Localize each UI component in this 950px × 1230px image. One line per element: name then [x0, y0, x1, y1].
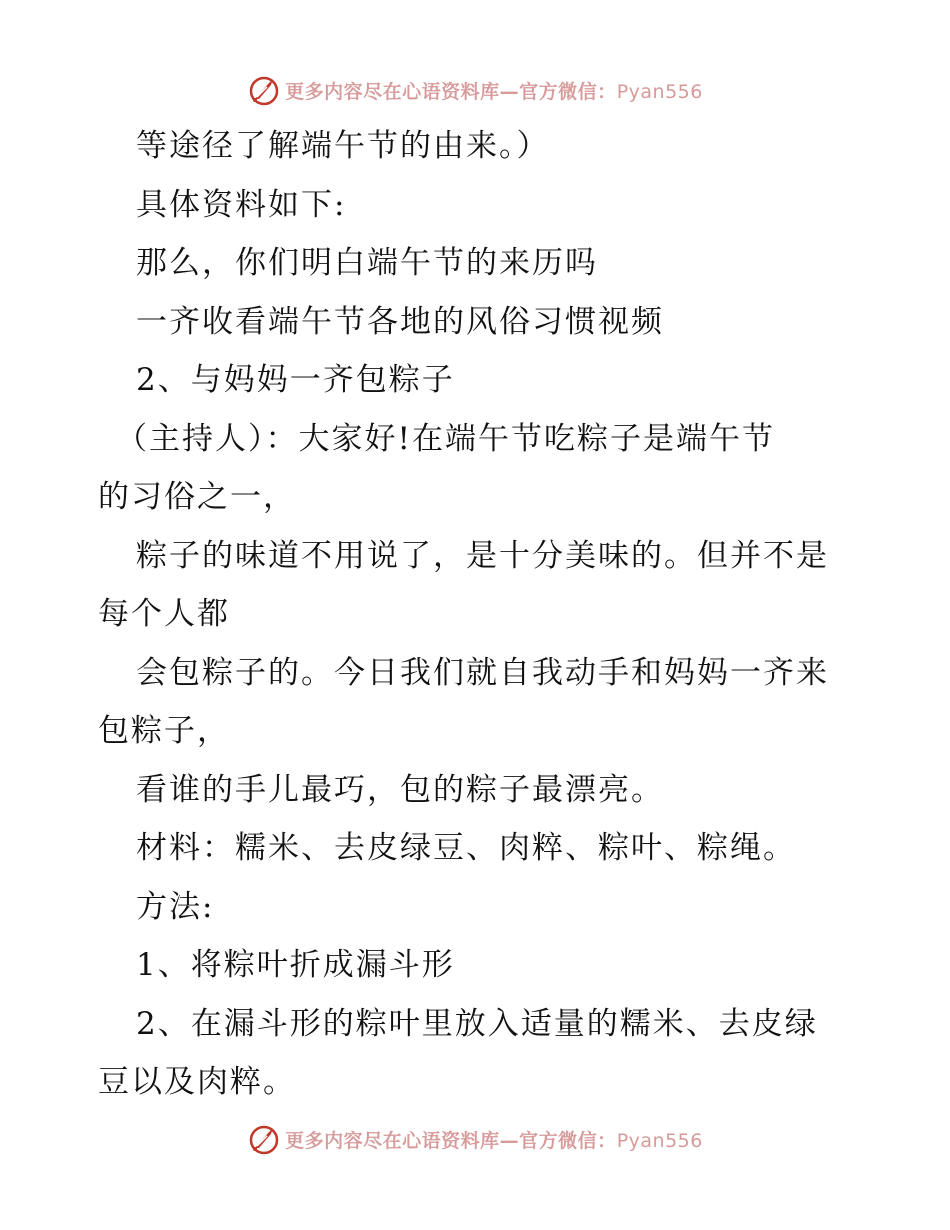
body-line-4: 一齐收看端午节各地的风俗习惯视频 — [136, 303, 664, 340]
banner-wechat-id: Pyan556 — [616, 80, 703, 103]
banner-wechat-label: 官方微信： — [519, 80, 617, 103]
quill-pen-logo-icon — [247, 73, 281, 107]
banner-brand: 更多内容尽在心语资料库 — [285, 80, 500, 103]
body-line-9: 每个人都 — [98, 596, 230, 632]
header-banner — [0, 70, 950, 110]
quill-pen-logo-icon — [247, 1122, 281, 1156]
banner-separator: — — [499, 1129, 520, 1152]
banner-wechat-id: Pyan556 — [616, 1129, 703, 1152]
body-line-12: 看谁的手儿最巧，包的粽子最漂亮。 — [136, 771, 664, 808]
footer-banner — [0, 1119, 950, 1159]
body-line-8: 粽子的味道不用说了，是十分美味的。但并不是 — [136, 537, 829, 574]
body-line-6: （主持人）：大家好!在端午节吃粽子是端午节 — [116, 420, 775, 457]
body-line-17: 豆以及肉粹。 — [98, 1064, 296, 1100]
body-line-3: 那么，你们明白端午节的来历吗 — [136, 245, 598, 281]
body-line-5: 2、与妈妈一齐包粽子 — [136, 362, 455, 398]
body-line-15: 1、将粽叶折成漏斗形 — [136, 947, 455, 983]
body-line-14: 方法: — [136, 888, 215, 925]
banner-brand: 更多内容尽在心语资料库 — [285, 1129, 500, 1152]
banner-separator: — — [499, 80, 520, 103]
body-line-11: 包粽子， — [98, 713, 230, 749]
body-line-10: 会包粽子的。今日我们就自我动手和妈妈一齐来 — [136, 654, 829, 691]
body-line-2: 具体资料如下: — [136, 186, 347, 223]
document-body — [98, 117, 858, 1112]
body-line-16: 2、在漏斗形的粽叶里放入适量的糯米、去皮绿 — [136, 1005, 818, 1042]
banner-wechat-label: 官方微信： — [519, 1129, 617, 1152]
body-line-1: 等途径了解端午节的由来。） — [136, 128, 550, 164]
body-line-13: 材料：糯米、去皮绿豆、肉粹、粽叶、粽绳。 — [136, 830, 796, 866]
body-line-7: 的习俗之一， — [98, 479, 296, 515]
